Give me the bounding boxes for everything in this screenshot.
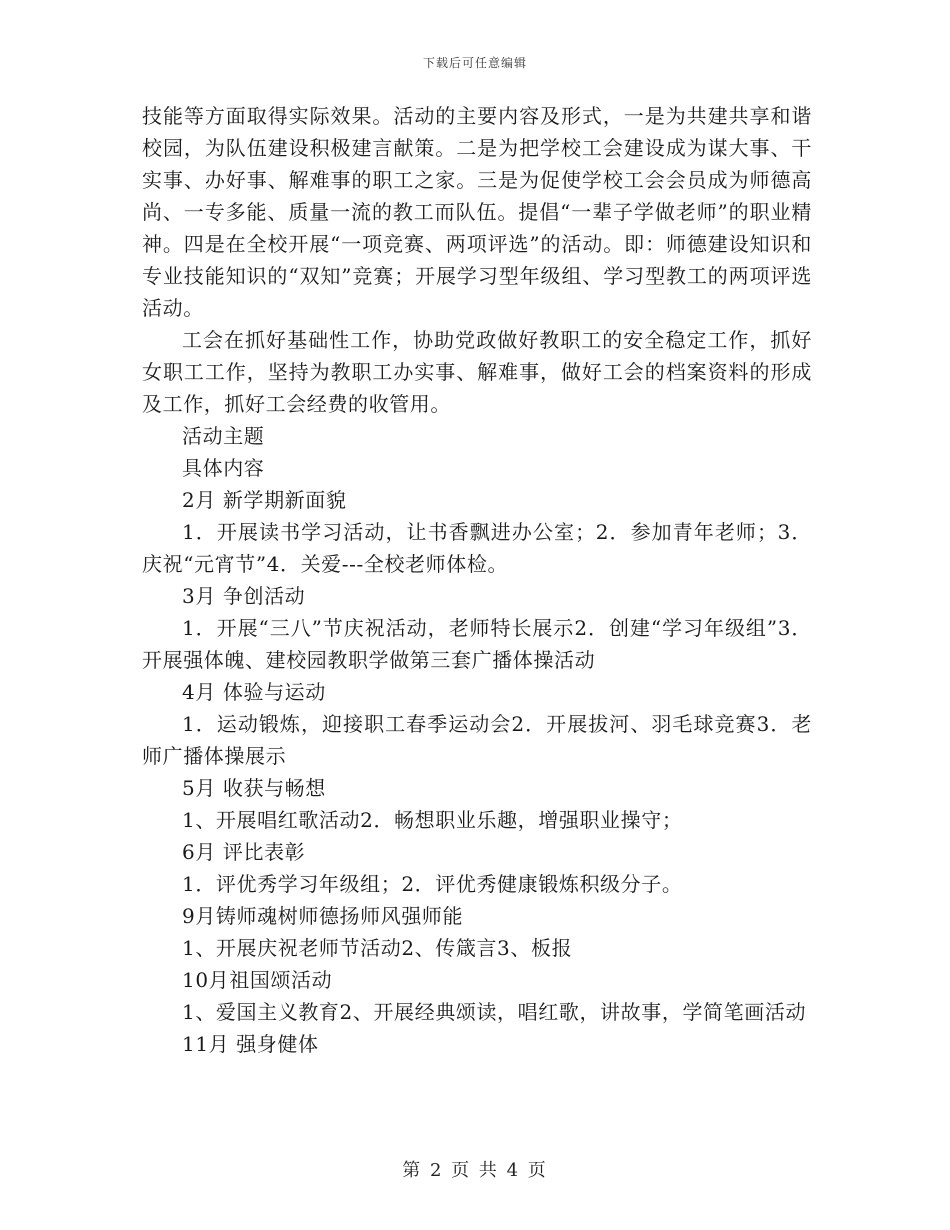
month-content-apr: 1．运动锻炼，迎接职工春季运动会2．开展拔河、羽毛球竞赛3．老师广播体操展示: [142, 712, 812, 768]
month-heading-feb: 2月 新学期新面貌: [182, 488, 347, 512]
month-heading-oct: 10月祖国颂活动: [182, 968, 333, 992]
heading-specific-content: 具体内容: [182, 456, 265, 480]
month-content-oct: 1、爱国主义教育2、开展经典颂读，唱红歌，讲故事，学简笔画活动: [182, 1000, 807, 1024]
month-content-jun: 1．评优秀学习年级组；2．评优秀健康锻炼积级分子。: [182, 872, 683, 896]
month-heading-may: 5月 收获与畅想: [182, 776, 326, 800]
paragraph-activities-intro: 技能等方面取得实际效果。活动的主要内容及形式，一是为共建共享和谐校园，为队伍建设积极建言献策。二是为把学校工会建设成为谋大事、干实事、办好事、解难事的职工之家。三是为促使学校工会会员成为师德高尚、一专多能、质量一流的教工而队伍。提倡“一辈子学做老师”的职业精神。四是在全校开展“一项竞赛、两项评选”的活动。即：师德建设知识和专业技能知识的“双知”竞赛；开展学习型年级组、学习型教工的两项评选活动。: [142, 104, 812, 320]
month-content-feb: 1．开展读书学习活动，让书香飘进办公室；2．参加青年老师；3．庆祝“元宵节”4．关爱---全校老师体检。: [142, 520, 812, 576]
document-body: [142, 100, 812, 1060]
page-header: 下载后可任意编辑: [422, 56, 527, 70]
page-number: 第 2 页 共 4 页: [402, 1160, 548, 1181]
paragraph-union-work: 工会在抓好基础性工作，协助党政做好教职工的安全稳定工作，抓好女职工工作，坚持为教职工办实事、解难事，做好工会的档案资料的形成及工作，抓好工会经费的收管用。: [142, 328, 812, 416]
month-heading-mar: 3月 争创活动: [182, 584, 306, 608]
month-heading-jun: 6月 评比表彰: [182, 840, 306, 864]
month-heading-sep: 9月铸师魂树师德扬师风强师能: [182, 904, 464, 928]
month-content-mar: 1．开展“三八”节庆祝活动，老师特长展示2．创建“学习年级组”3．开展强体魄、建校园教职学做第三套广播体操活动: [142, 616, 812, 672]
month-content-sep: 1、开展庆祝老师节活动2、传箴言3、板报: [182, 936, 573, 960]
heading-activity-theme: 活动主题: [182, 424, 265, 448]
month-heading-apr: 4月 体验与运动: [182, 680, 326, 704]
month-heading-nov: 11月 强身健体: [182, 1032, 319, 1056]
month-content-may: 1、开展唱红歌活动2．畅想职业乐趣，增强职业操守；: [182, 808, 683, 832]
